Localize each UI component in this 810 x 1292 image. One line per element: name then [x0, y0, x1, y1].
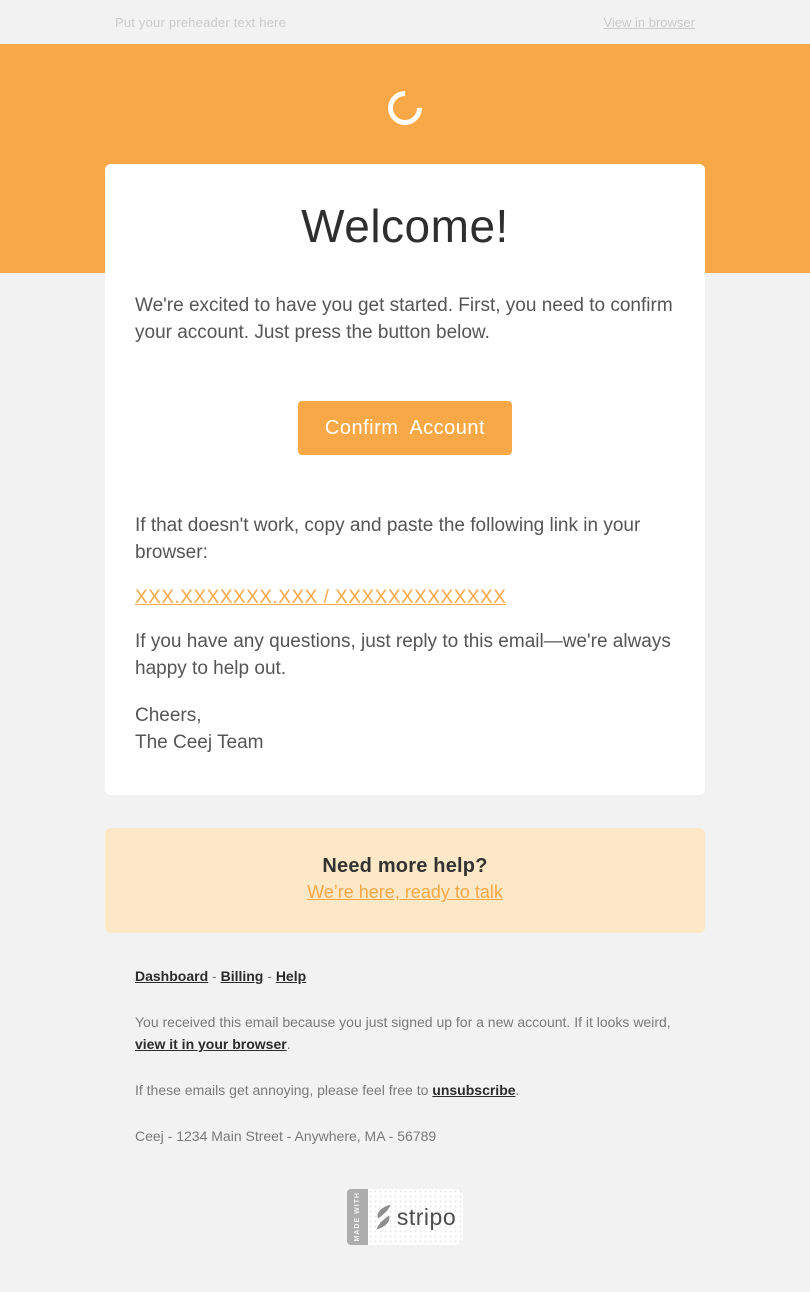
stripo-brand-text: stripo: [396, 1203, 457, 1230]
questions-text: If you have any questions, just reply to this email—we're always happy to help out.: [135, 631, 671, 680]
intro-text: We're excited to have you get started. First, you need to confirm your account. Just press the button below.: [135, 295, 673, 344]
footer: [105, 933, 705, 1147]
stripo-logo-icon: [375, 1204, 392, 1230]
footer-link-dashboard[interactable]: Dashboard: [135, 968, 209, 985]
company-address: Ceej - 1234 Main Street - Anywhere, MA - 56789: [135, 1128, 437, 1145]
confirmation-link[interactable]: XXX.XXXXXXX.XXX / XXXXXXXXXXXXX: [135, 587, 507, 609]
preheader-text: Put your preheader text here: [115, 14, 287, 30]
signoff-line-2: The Ceej Team: [135, 732, 264, 754]
nav-separator: -: [267, 968, 272, 985]
preheader-bar: [105, 0, 705, 44]
annoying-text: If these emails get annoying, please feel free to unsubscribe.: [135, 1082, 520, 1099]
made-with-ribbon: MADE WITH: [347, 1189, 368, 1245]
confirm-account-button[interactable]: Confirm Account: [298, 401, 512, 455]
welcome-title: Welcome!: [301, 200, 509, 252]
unsubscribe-link[interactable]: unsubscribe: [432, 1082, 516, 1099]
help-section: [105, 828, 705, 933]
footer-link-help[interactable]: Help: [275, 968, 307, 985]
view-in-browser-link[interactable]: View in browser: [603, 14, 695, 30]
signoff-line-1: Cheers,: [135, 705, 202, 727]
view-in-browser-footer-link[interactable]: view it in your browser: [135, 1036, 287, 1053]
email-card: [105, 164, 705, 795]
stripo-badge[interactable]: [347, 1189, 463, 1245]
footer-link-billing[interactable]: Billing: [220, 968, 264, 985]
help-title: Need more help?: [322, 855, 488, 878]
footer-nav: [135, 968, 675, 984]
fallback-text: If that doesn't work, copy and paste the following link in your browser:: [135, 515, 641, 564]
loading-spinner-icon: [381, 84, 429, 132]
help-contact-link[interactable]: We’re here, ready to talk: [307, 882, 503, 903]
button-row: [135, 401, 675, 455]
nav-separator: -: [212, 968, 217, 985]
signoff-text: [135, 702, 675, 756]
stripo-badge-body: [368, 1189, 463, 1245]
received-text: You received this email because you just signed up for a new account. If it looks weird, view it in your browser.: [135, 1014, 671, 1053]
